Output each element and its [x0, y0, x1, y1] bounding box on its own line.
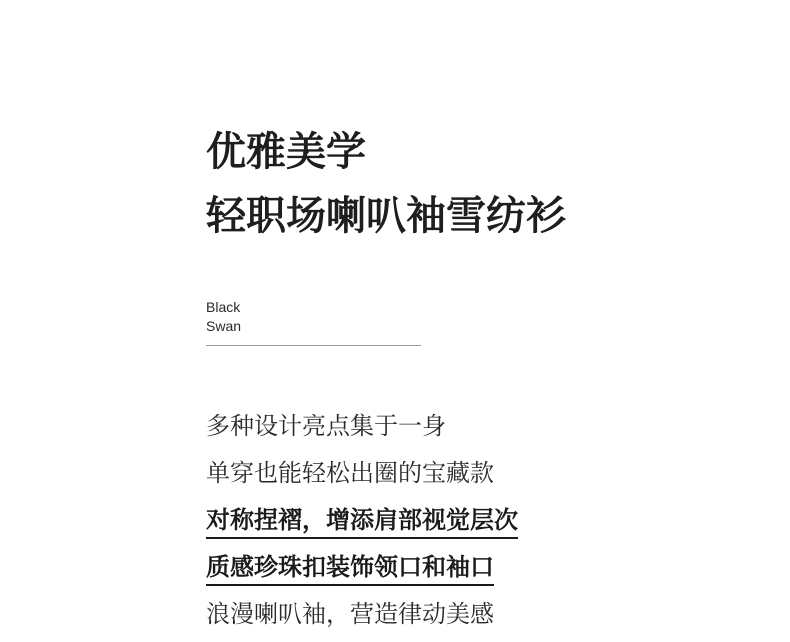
feature-item [206, 452, 518, 499]
title-line-2: 轻职场喇叭袖雪纺衫 [206, 193, 566, 239]
product-title [206, 128, 566, 240]
feature-text: 单穿也能轻松出圈的宝藏款 [206, 459, 494, 487]
feature-item-highlighted [206, 546, 518, 593]
feature-item [206, 405, 518, 452]
feature-text: 浪漫喇叭袖，营造律动美感 [206, 600, 494, 628]
brand-name [206, 298, 421, 346]
feature-list [206, 405, 518, 640]
feature-text-underlined: 对称捏褶，增添肩部视觉层次 [206, 503, 518, 539]
title-line-1: 优雅美学 [206, 129, 366, 175]
brand-line-2: Swan [206, 318, 242, 334]
feature-text-underlined: 质感珍珠扣装饰领口和袖口 [206, 550, 494, 586]
feature-text: 多种设计亮点集于一身 [206, 412, 446, 440]
feature-item-highlighted [206, 499, 518, 546]
divider [206, 345, 421, 346]
feature-item [206, 593, 518, 640]
brand-line-1: Black [206, 299, 241, 315]
